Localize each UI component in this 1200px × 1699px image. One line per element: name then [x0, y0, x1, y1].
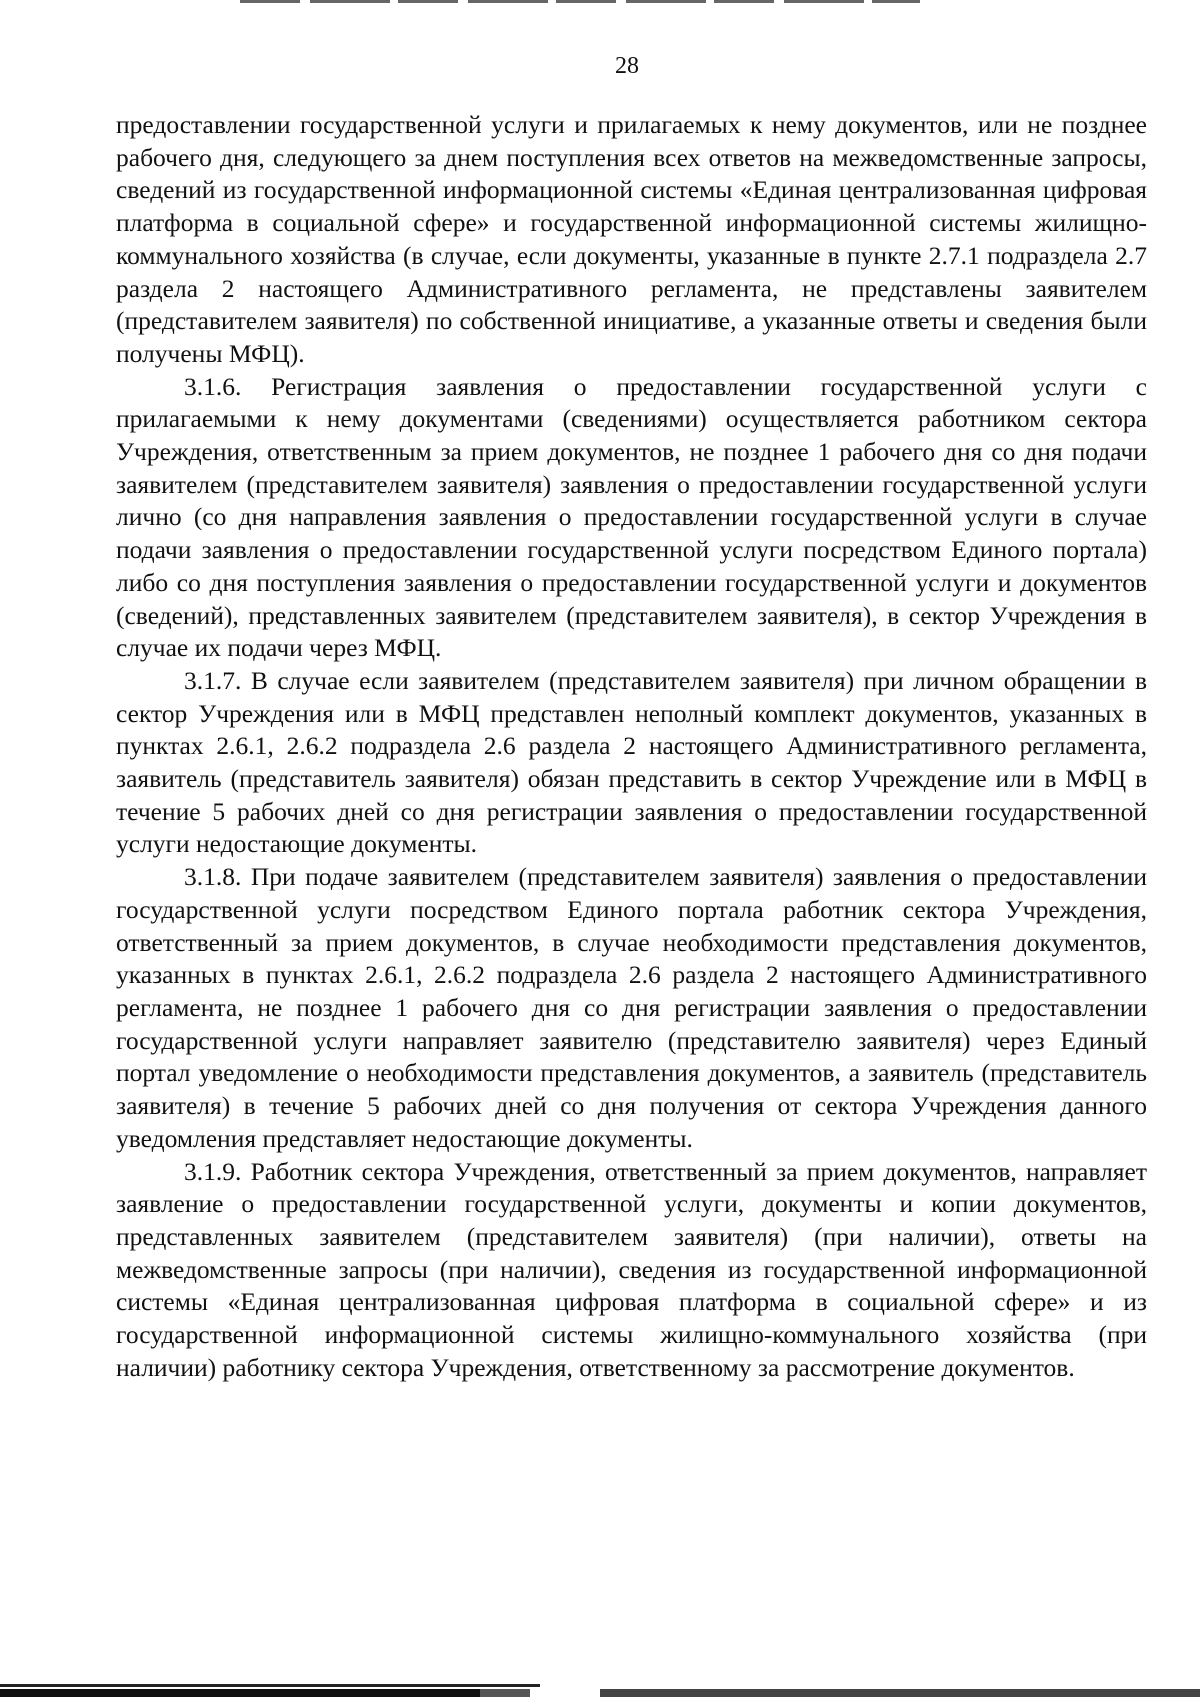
scan-edge-top — [240, 0, 920, 3]
paragraph-3-1-6: 3.1.6. Регистрация заявления о предоставлении государственной услуги с прилагаемыми к нему документами (сведениями) осуществляется работником сектора Учреждения, ответственным за прием документов, не позднее 1 рабочего дня со дня подачи заявителем (представителем заявителя) заявления о предоставлении государственной услуги лично (со дня направления заявления о предоставлении государственной услуги в случае подачи заявления о предоставлении государственной услуги посредством Единого портала) либо со дня поступления заявления о предоставлении государственной услуги и документов (сведений), представленных заявителем (представителем заявителя), в сектор Учреждения в случае их подачи через МФЦ. — [116, 371, 1147, 663]
scan-edge-bottom — [0, 1689, 1200, 1697]
paragraph-continuation: предоставлении государственной услуги и прилагаемых к нему документов, или не позднее рабочего дня, следующего за днем поступления всех ответов на межведомственные запросы, сведений из государственной информационной системы «Единая централизованная цифровая платформа в социальной сфере» и государственной информационной системы жилищно-коммунального хозяйства (в случае, если документы, указанные в пункте 2.7.1 подраздела 2.7 раздела 2 настоящего Административного регламента, не представлены заявителем (представителем заявителя) по собственной инициативе, а указанные ответы и сведения были получены МФЦ). — [116, 110, 1147, 368]
paragraph-3-1-9: 3.1.9. Работник сектора Учреждения, ответственный за прием документов, направляет заявление о предоставлении государственной услуги, документы и копии документов, представленных заявителем (представителем заявителя) (при наличии), ответы на межведомственные запросы (при наличии), сведения из государственной информационной системы «Единая централизованная цифровая платформа в социальной сфере» и из государственной информационной системы жилищно-коммунального хозяйства (при наличии) работнику сектора Учреждения, ответственному за рассмотрение документов. — [116, 1156, 1147, 1382]
page-number: 28 — [615, 53, 639, 79]
scan-edge-bottom-thin — [0, 1684, 540, 1687]
document-body — [116, 109, 1147, 1384]
paragraph-3-1-8: 3.1.8. При подаче заявителем (представителем заявителя) заявления о предоставлении государственной услуги посредством Единого портала работник сектора Учреждения, ответственный за прием документов, в случае необходимости представления документов, указанных в пунктах 2.6.1, 2.6.2 подраздела 2.6 раздела 2 настоящего Административного регламента, не позднее 1 рабочего дня со дня регистрации заявления о предоставлении государственной услуги направляет заявителю (представителю заявителя) через Единый портал уведомление о необходимости представления документов, а заявитель (представитель заявителя) в течение 5 рабочих дней со дня получения от сектора Учреждения данного уведомления представляет недостающие документы. — [116, 862, 1147, 1153]
paragraph-3-1-7: 3.1.7. В случае если заявителем (представителем заявителя) при личном обращении в сектор Учреждения или в МФЦ представлен неполный комплект документов, указанных в пунктах 2.6.1, 2.6.2 подраздела 2.6 раздела 2 настоящего Административного регламента, заявитель (представитель заявителя) обязан представить в сектор Учреждение или в МФЦ в течение 5 рабочих дней со дня регистрации заявления о предоставлении государственной услуги недостающие документы. — [116, 665, 1147, 859]
